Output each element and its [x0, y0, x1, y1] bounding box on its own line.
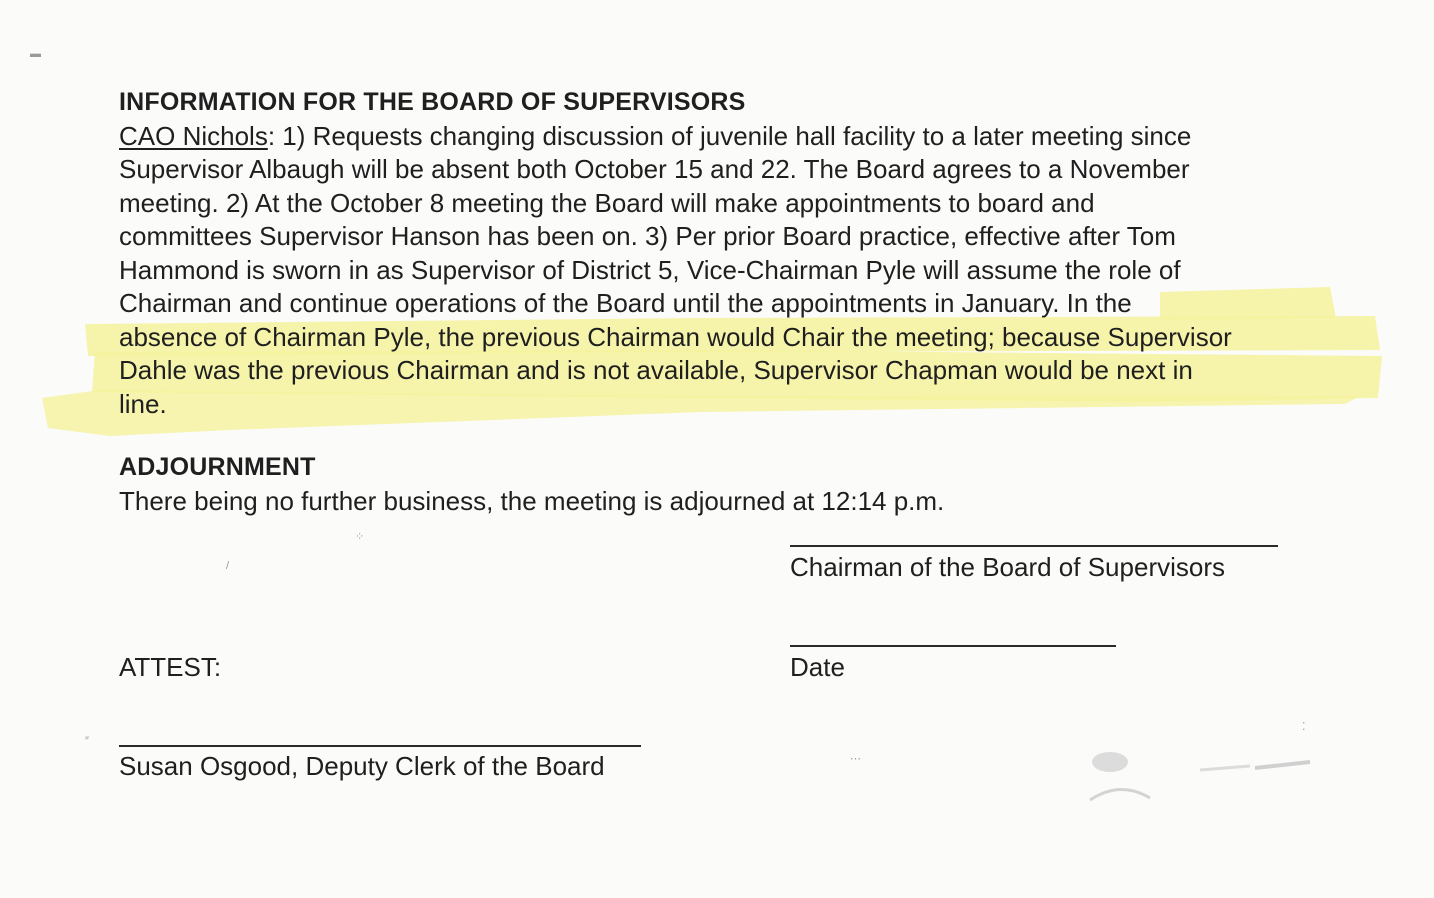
paragraph-text: : 1) Requests changing discussion of juvenile hall facility to a later meeting since [267, 120, 1192, 151]
paragraph-line: absence of Chairman Pyle, the previous Chairman would Chair the meeting; because Supervisor [119, 321, 1232, 352]
chairman-signature-line [790, 545, 1278, 547]
clerk-signature-line [119, 745, 641, 747]
paragraph-line: Hammond is sworn in as Supervisor of District 5, Vice-Chairman Pyle will assume the role of [119, 254, 1181, 285]
scan-smudge [1080, 740, 1340, 830]
paragraph-line: meeting. 2) At the October 8 meeting the Board will make appointments to board and [119, 187, 1095, 218]
scan-speck: ⁘ [355, 531, 365, 543]
adjournment-heading: ADJOURNMENT [119, 453, 316, 481]
scan-speck: ″ [85, 735, 89, 747]
date-signature-line [790, 645, 1116, 647]
scan-speck: / [226, 560, 230, 572]
paragraph-line: Chairman and continue operations of the Board until the appointments in January. In the [119, 288, 1132, 318]
chairman-label: Chairman of the Board of Supervisors [790, 552, 1225, 582]
adjournment-text: There being no further business, the meeting is adjourned at 12:14 p.m. [119, 485, 945, 516]
info-section [119, 86, 1389, 421]
attest-label: ATTEST: [119, 652, 222, 682]
scan-speck: ⋯ [850, 753, 861, 765]
scan-speck: ⁚ [1302, 721, 1306, 733]
paragraph-line: Dahle was the previous Chairman and is not available, Supervisor Chapman would be next in [119, 355, 1193, 385]
paragraph-line: committees Supervisor Hanson has been on. 3) Per prior Board practice, effective after Tom [119, 221, 1176, 251]
speaker-name: CAO Nichols [119, 120, 268, 151]
date-label: Date [790, 652, 845, 682]
section-heading: INFORMATION FOR THE BOARD OF SUPERVISORS [119, 88, 746, 116]
paragraph-line: line. [119, 388, 167, 419]
clerk-label: Susan Osgood, Deputy Clerk of the Board [119, 751, 605, 781]
paragraph-line: Supervisor Albaugh will be absent both October 15 and 22. The Board agrees to a November [119, 154, 1190, 184]
scan-speck: ▬ [30, 48, 41, 60]
paragraph-line [119, 120, 1389, 154]
adjournment-section [119, 451, 1389, 518]
